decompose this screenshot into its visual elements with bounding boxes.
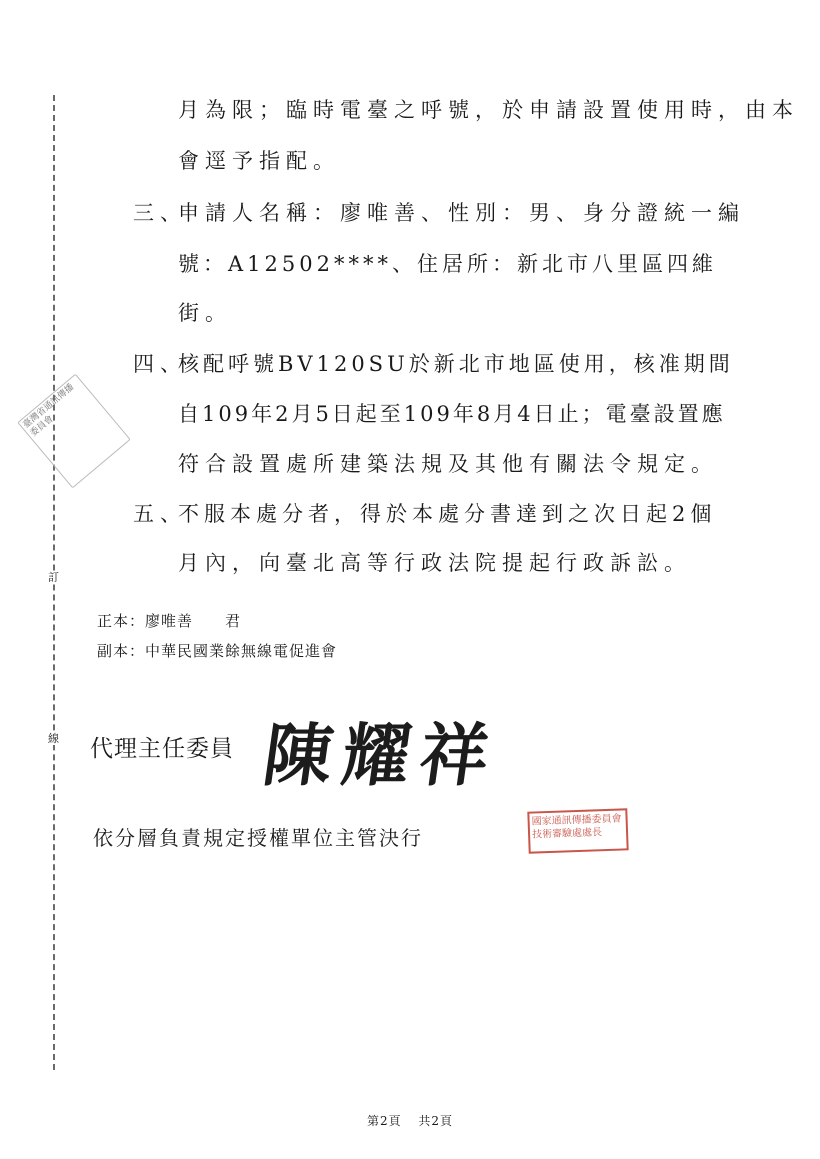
delegation-statement: 依分層負責規定授權單位主管決行 <box>93 826 423 850</box>
paragraph-4-line-1: 核配呼號BV120SU於新北市地區使用，核准期間 <box>178 352 734 376</box>
paragraph-5-number: 五、 <box>133 502 187 526</box>
paragraph-4-number: 四、 <box>133 352 187 376</box>
page-total: 共2頁 <box>418 1114 454 1128</box>
paragraph-3-number: 三、 <box>133 201 187 225</box>
distribution-original: 正本：廖唯善 君 <box>97 612 242 630</box>
distribution-copy: 副本：中華民國業餘無線電促進會 <box>97 642 338 660</box>
paragraph-3-line-2: 號：A12502****、住居所：新北市八里區四維 <box>178 252 717 276</box>
paragraph-3-line-3: 街。 <box>178 301 232 325</box>
paragraph-2-cont-line-1: 月為限；臨時電臺之呼號，於申請設置使用時，由本 <box>178 98 799 122</box>
binding-char-ding: 訂 <box>48 571 59 584</box>
binding-char-xian: 線 <box>48 732 59 745</box>
paragraph-3-line-1: 申請人名稱：廖唯善、性別：男、身分證統一編 <box>178 201 745 225</box>
receipt-stamp: 臺灣省通訊傳播委員會 <box>17 374 130 489</box>
paragraph-2-cont-line-2: 會逕予指配。 <box>178 149 340 173</box>
signatory-title: 代理主任委員 <box>90 736 234 762</box>
paragraph-4-line-3: 符合設置處所建築法規及其他有關法令規定。 <box>178 452 718 476</box>
paragraph-5-line-2: 月內，向臺北高等行政法院提起行政訴訟。 <box>178 551 691 575</box>
paragraph-5-line-1: 不服本處分者，得於本處分書達到之次日起2個 <box>178 502 717 526</box>
page-footer <box>0 1112 820 1129</box>
official-seal: 國家通訊傳播委員會技術審驗處處長 <box>527 808 628 853</box>
paragraph-4-line-2: 自109年2月5日起至109年8月4日止；電臺設置應 <box>178 402 726 426</box>
signatory-name: 陳耀祥 <box>258 716 504 796</box>
page-number: 第2頁 <box>366 1114 402 1128</box>
